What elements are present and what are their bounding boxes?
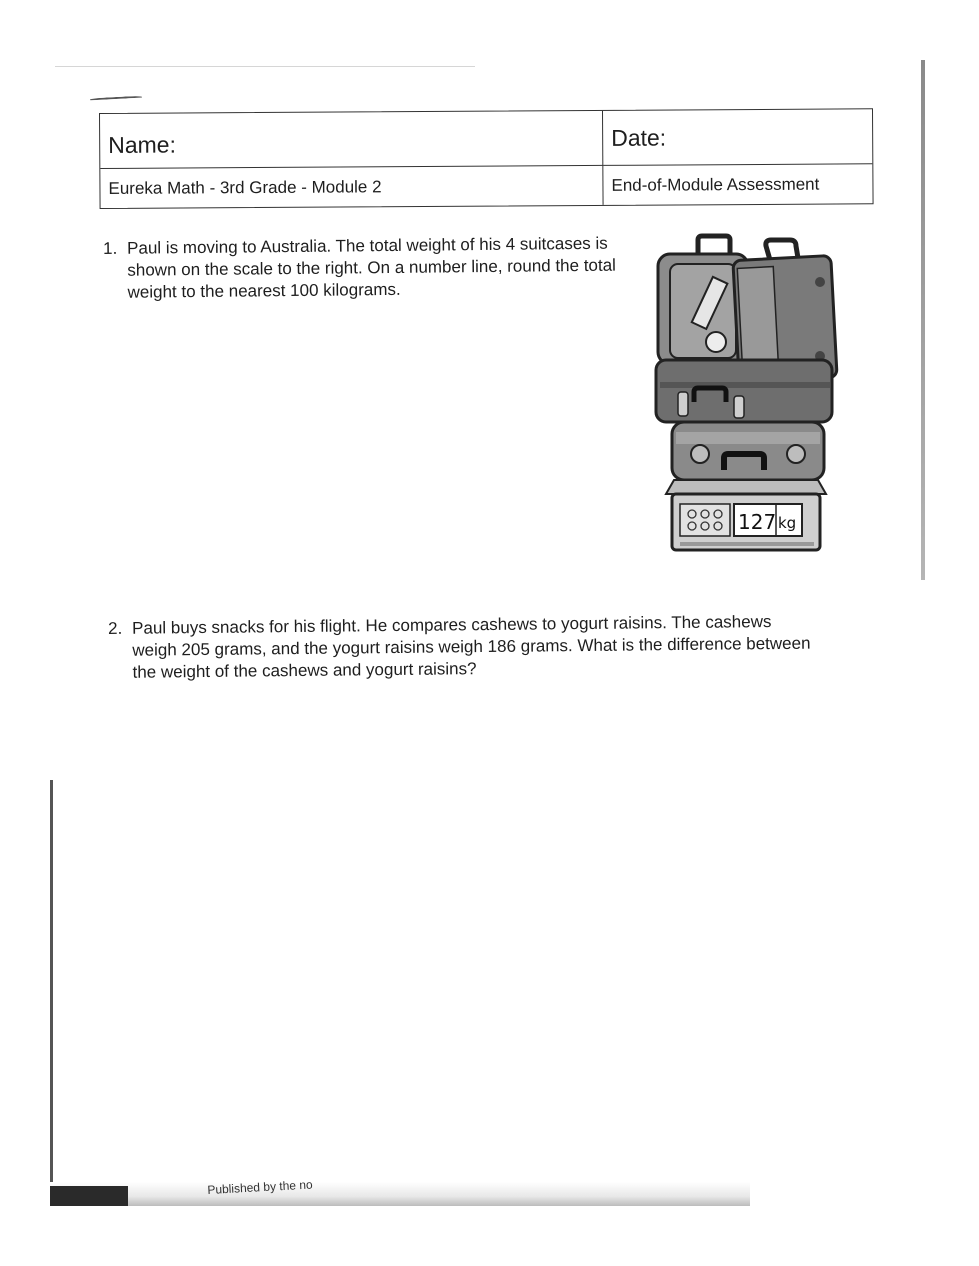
scale-reading: 127 [738,510,777,534]
assessment-cell [603,164,872,205]
question-text-line: shown on the scale to the right. On a number line, round the total [127,255,616,280]
course-cell [100,166,603,208]
date-cell [603,109,872,166]
footer-publisher-text: Published by the no [207,1177,314,1197]
question-1 [103,232,634,304]
question-text-line: Paul is moving to Australia. The total weight of his 4 suitcases is [127,233,608,258]
question-number: 2. [108,618,123,638]
footer-strip [50,1182,750,1206]
question-text-line: the weight of the cashews and yogurt raisins? [132,659,477,682]
page-left-edge [50,780,53,1190]
scale-unit: kg [778,514,797,532]
name-label: Name: [108,131,177,158]
question-text-line: weight to the nearest 100 kilograms. [127,279,401,302]
question-text-line: weigh 205 grams, and the yogurt raisins weigh 186 grams. What is the difference between [132,633,811,660]
name-cell [100,111,603,169]
header-table [99,108,874,209]
page-edge-shadow [921,60,925,580]
course-title: Eureka Math - 3rd Grade - Module 2 [108,176,382,198]
assessment-title: End-of-Module Assessment [611,174,820,195]
date-label: Date: [611,124,667,151]
footer-dark-block [50,1186,128,1206]
suitcases-on-scale-illustration [650,232,840,562]
question-2 [108,610,839,684]
question-text-line: Paul buys snacks for his flight. He compares cashews to yogurt raisins. The cashews [132,612,772,638]
top-fold-line [55,66,475,67]
question-number: 1. [103,238,118,258]
